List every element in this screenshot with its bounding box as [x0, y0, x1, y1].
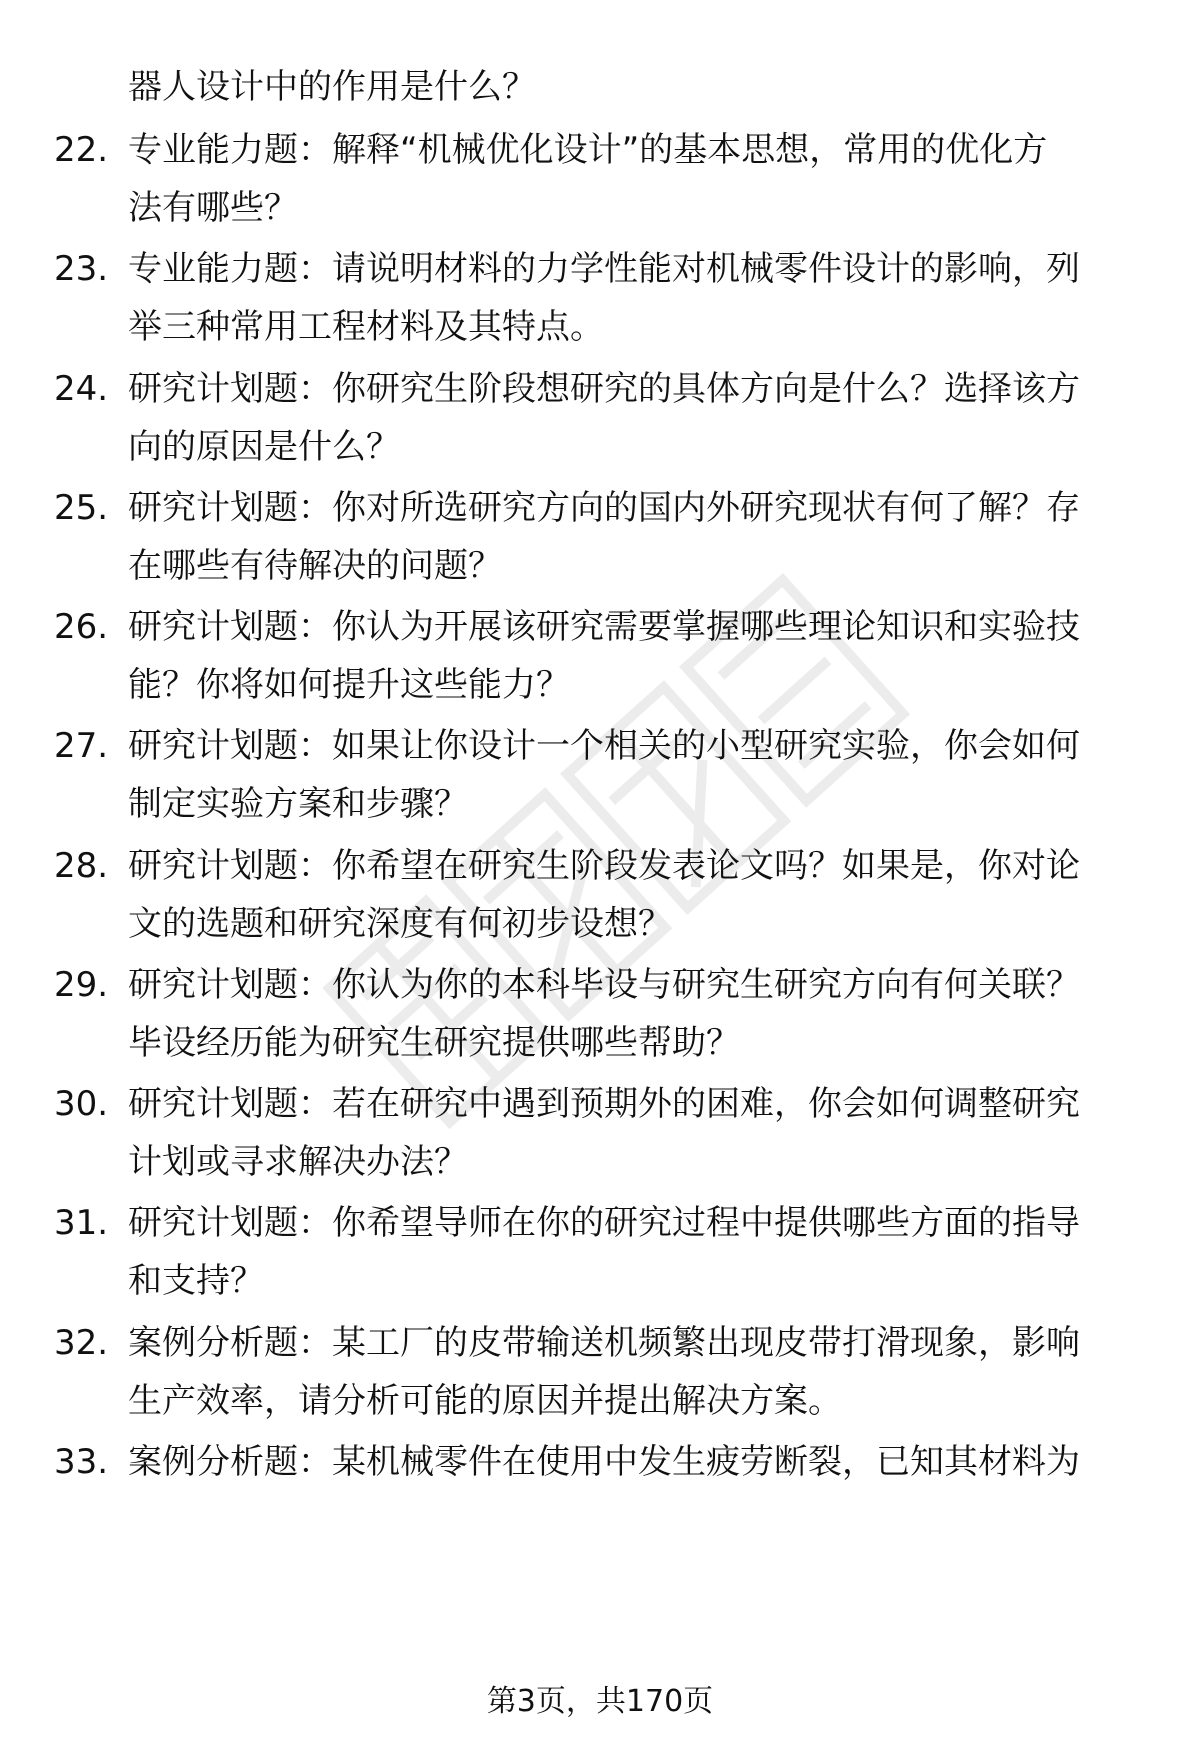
question-number: 23.: [54, 249, 109, 289]
question-text: 研究计划题：你认为开展该研究需要掌握哪些理论知识和实验技 能？你将如何提升这些能力？: [128, 607, 1080, 705]
question-text: 研究计划题：你希望导师在你的研究过程中提供哪些方面的指导 和支持？: [128, 1203, 1080, 1301]
continued-question-text: 器人设计中的作用是什么？: [128, 67, 536, 107]
question-text: 案例分析题：某工厂的皮带输送机频繁出现皮带打滑现象，影响 生产效率，请分析可能的原因并提出解决方案。: [128, 1323, 1080, 1421]
question-number: 28.: [54, 846, 109, 886]
question-text: 专业能力题：请说明材料的力学性能对机械零件设计的影响，列 举三种常用工程材料及其特点。: [128, 249, 1080, 347]
question-number: 29.: [54, 965, 109, 1005]
question-text: 案例分析题：某机械零件在使用中发生疲劳断裂，已知其材料为: [128, 1442, 1080, 1482]
question-number: 32.: [54, 1323, 109, 1363]
question-text: 研究计划题：你认为你的本科毕设与研究生研究方向有何关联？ 毕设经历能为研究生研究提供哪些帮助？: [128, 965, 1080, 1063]
question-number: 31.: [54, 1203, 109, 1243]
question-number: 27.: [54, 726, 109, 766]
page-number-footer: 第3页，共170页: [486, 1684, 714, 1719]
question-number: 26.: [54, 607, 109, 647]
question-text: 研究计划题：你研究生阶段想研究的具体方向是什么？选择该方 向的原因是什么？: [128, 369, 1080, 467]
question-text: 专业能力题：解释“机械优化设计”的基本思想，常用的优化方 法有哪些？: [128, 130, 1048, 228]
question-text: 研究计划题：若在研究中遇到预期外的困难，你会如何调整研究 计划或寻求解决办法？: [128, 1084, 1080, 1182]
question-number: 24.: [54, 369, 109, 409]
question-text: 研究计划题：你对所选研究方向的国内外研究现状有何了解？存 在哪些有待解决的问题？: [128, 488, 1080, 586]
question-number: 33.: [54, 1442, 109, 1482]
question-text: 研究计划题：你希望在研究生阶段发表论文吗？如果是，你对论 文的选题和研究深度有何初步设想？: [128, 846, 1080, 944]
question-number: 30.: [54, 1084, 109, 1124]
question-number: 22.: [54, 130, 109, 170]
question-number: 25.: [54, 488, 109, 528]
question-text: 研究计划题：如果让你设计一个相关的小型研究实验，你会如何 制定实验方案和步骤？: [128, 726, 1080, 824]
